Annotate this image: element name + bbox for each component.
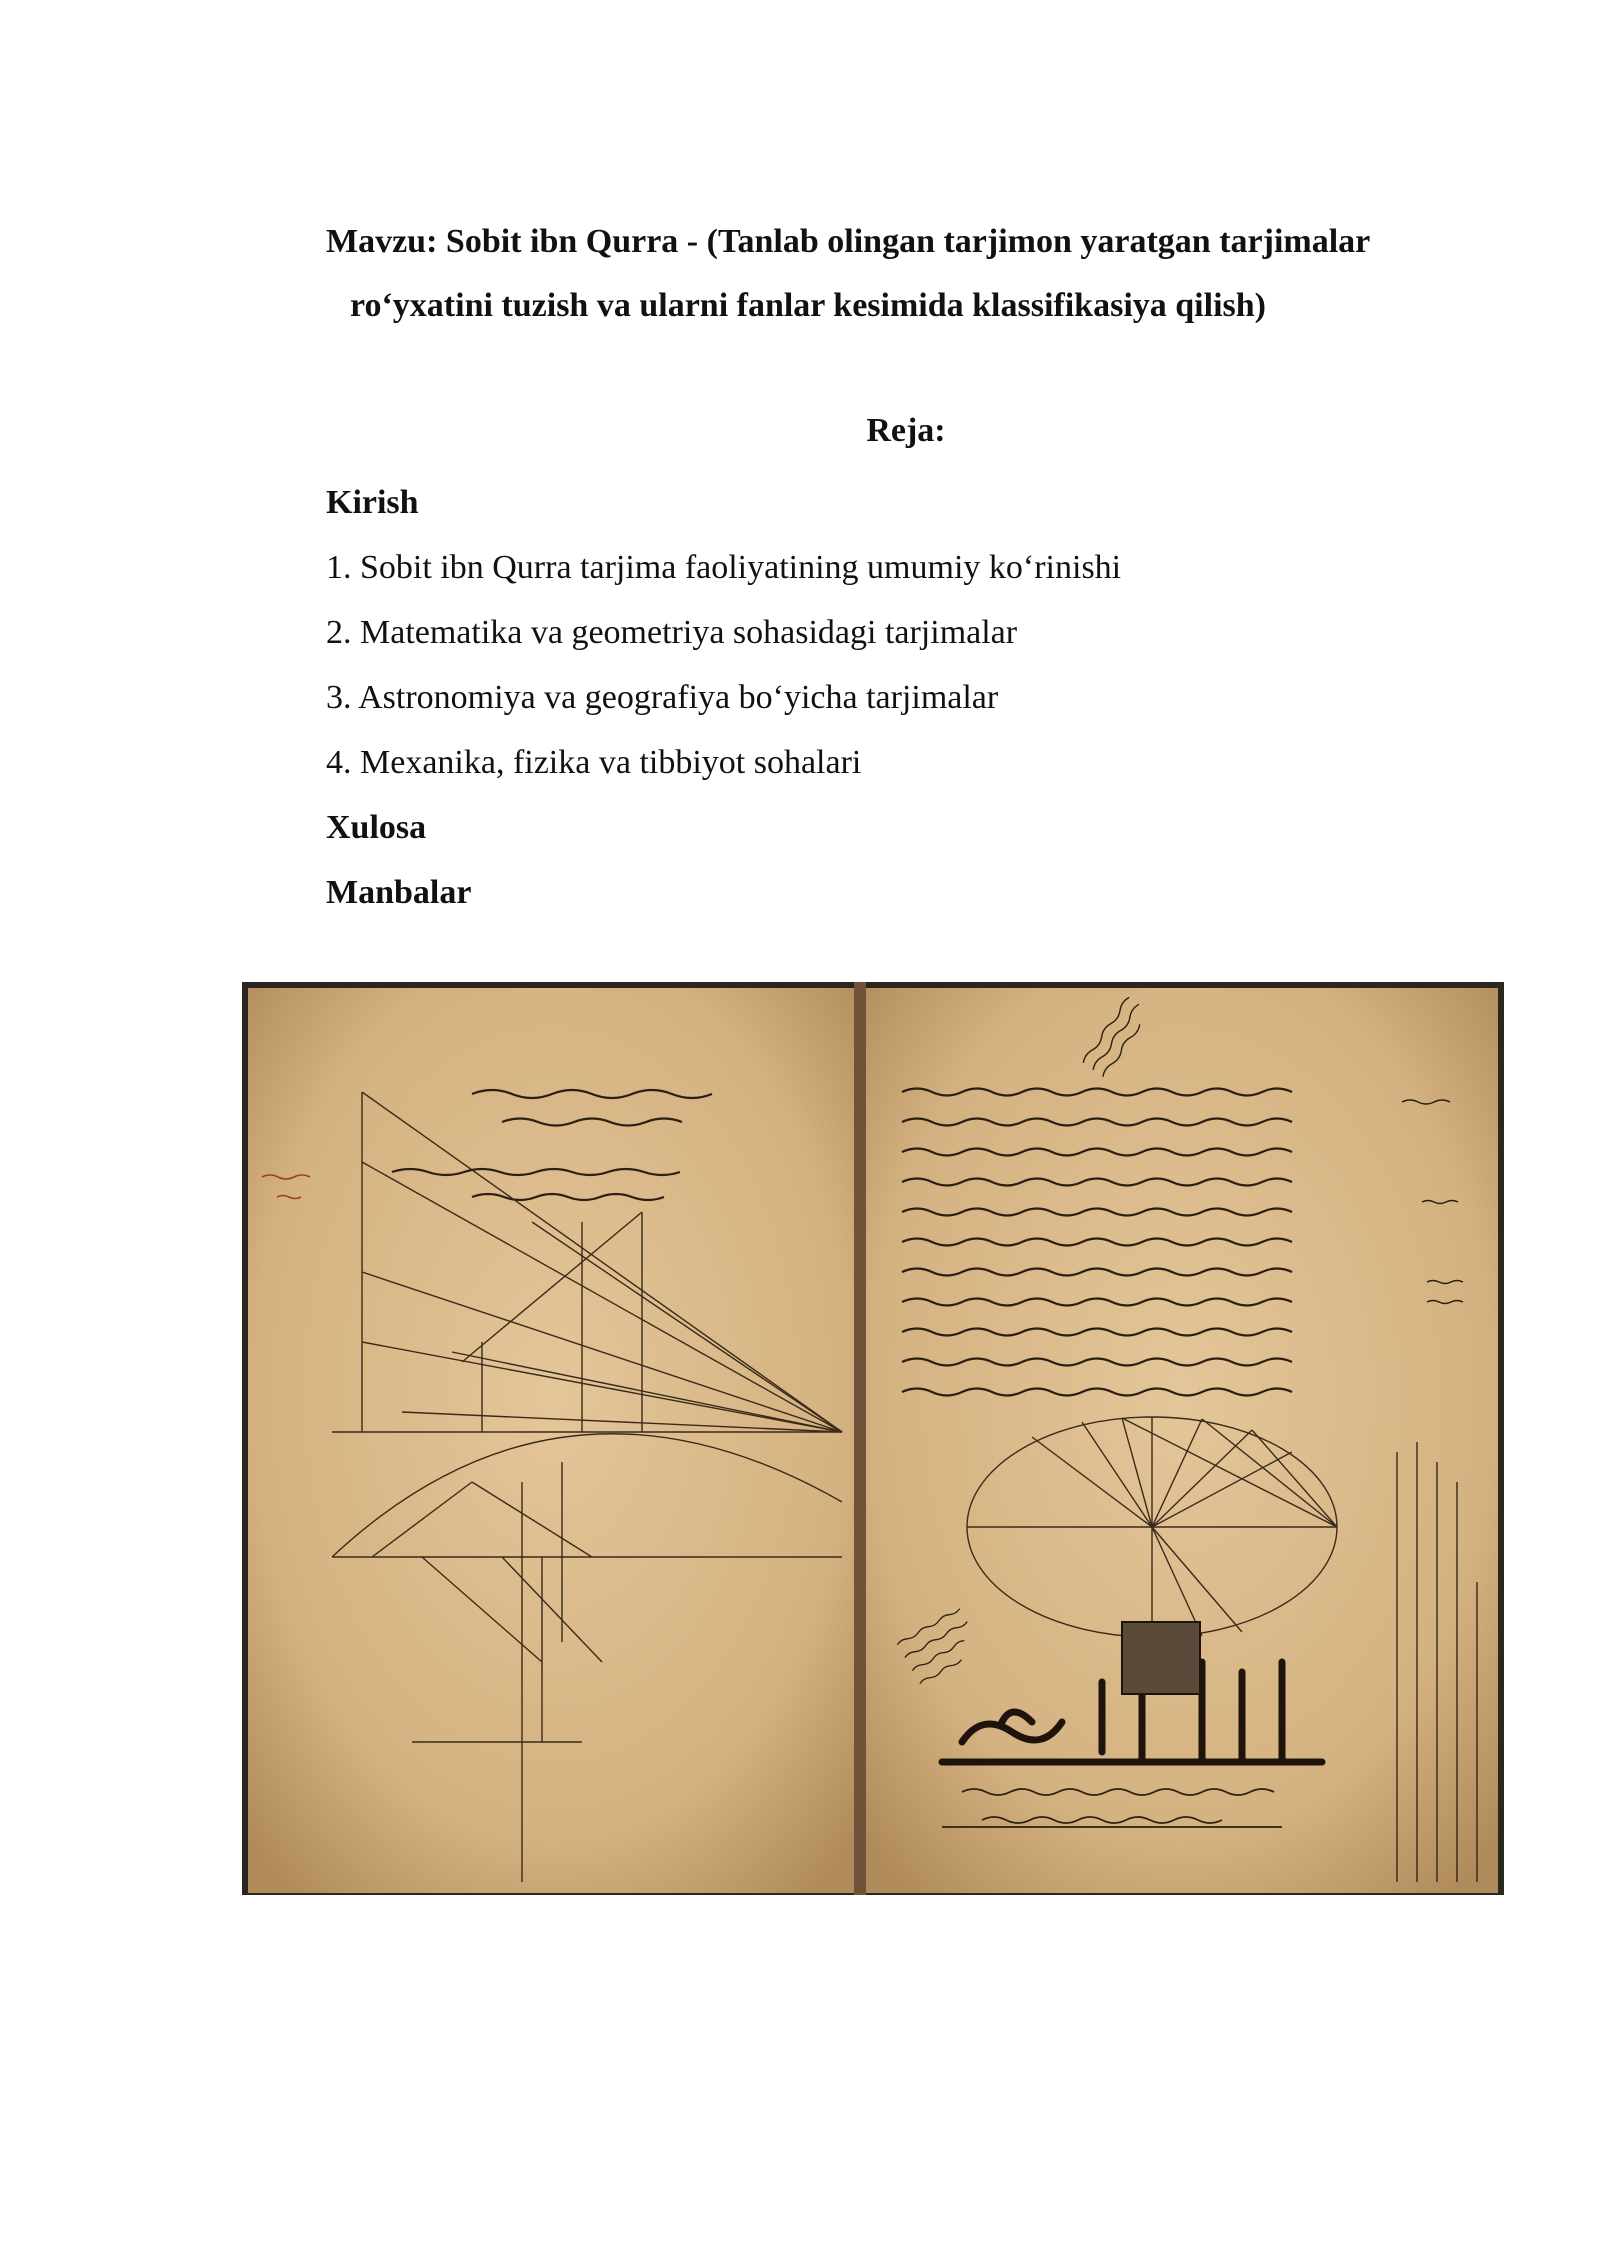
book-spine: [854, 982, 866, 1895]
outline-item-sources: Manbalar: [326, 874, 472, 911]
square-seal-stamp: [1122, 1622, 1200, 1694]
outline-item-conclusion: Xulosa: [326, 809, 427, 846]
page-title: [326, 210, 1506, 338]
outline-item-intro: Kirish: [326, 484, 419, 521]
left-page: [248, 988, 856, 1893]
manuscript-image: [242, 982, 1504, 1895]
plan-outline: [326, 470, 1426, 925]
title-line-1: Mavzu: Sobit ibn Qurra - (Tanlab olingan tarjimon yaratgan tarjimalar: [326, 223, 1371, 260]
title-line-2: ro‘yxatini tuzish va ularni fanlar kesimida klassifikasiya qilish): [350, 287, 1266, 324]
outline-item-4: 4. Mexanika, fizika va tibbiyot sohalari: [326, 744, 862, 781]
outline-item-1: 1. Sobit ibn Qurra tarjima faoliyatining umumiy ko‘rinishi: [326, 549, 1122, 586]
outline-item-3: 3. Astronomiya va geografiya bo‘yicha tarjimalar: [326, 679, 999, 716]
plan-heading: Reja:: [866, 412, 946, 449]
outline-item-2: 2. Matematika va geometriya sohasidagi tarjimalar: [326, 614, 1018, 651]
